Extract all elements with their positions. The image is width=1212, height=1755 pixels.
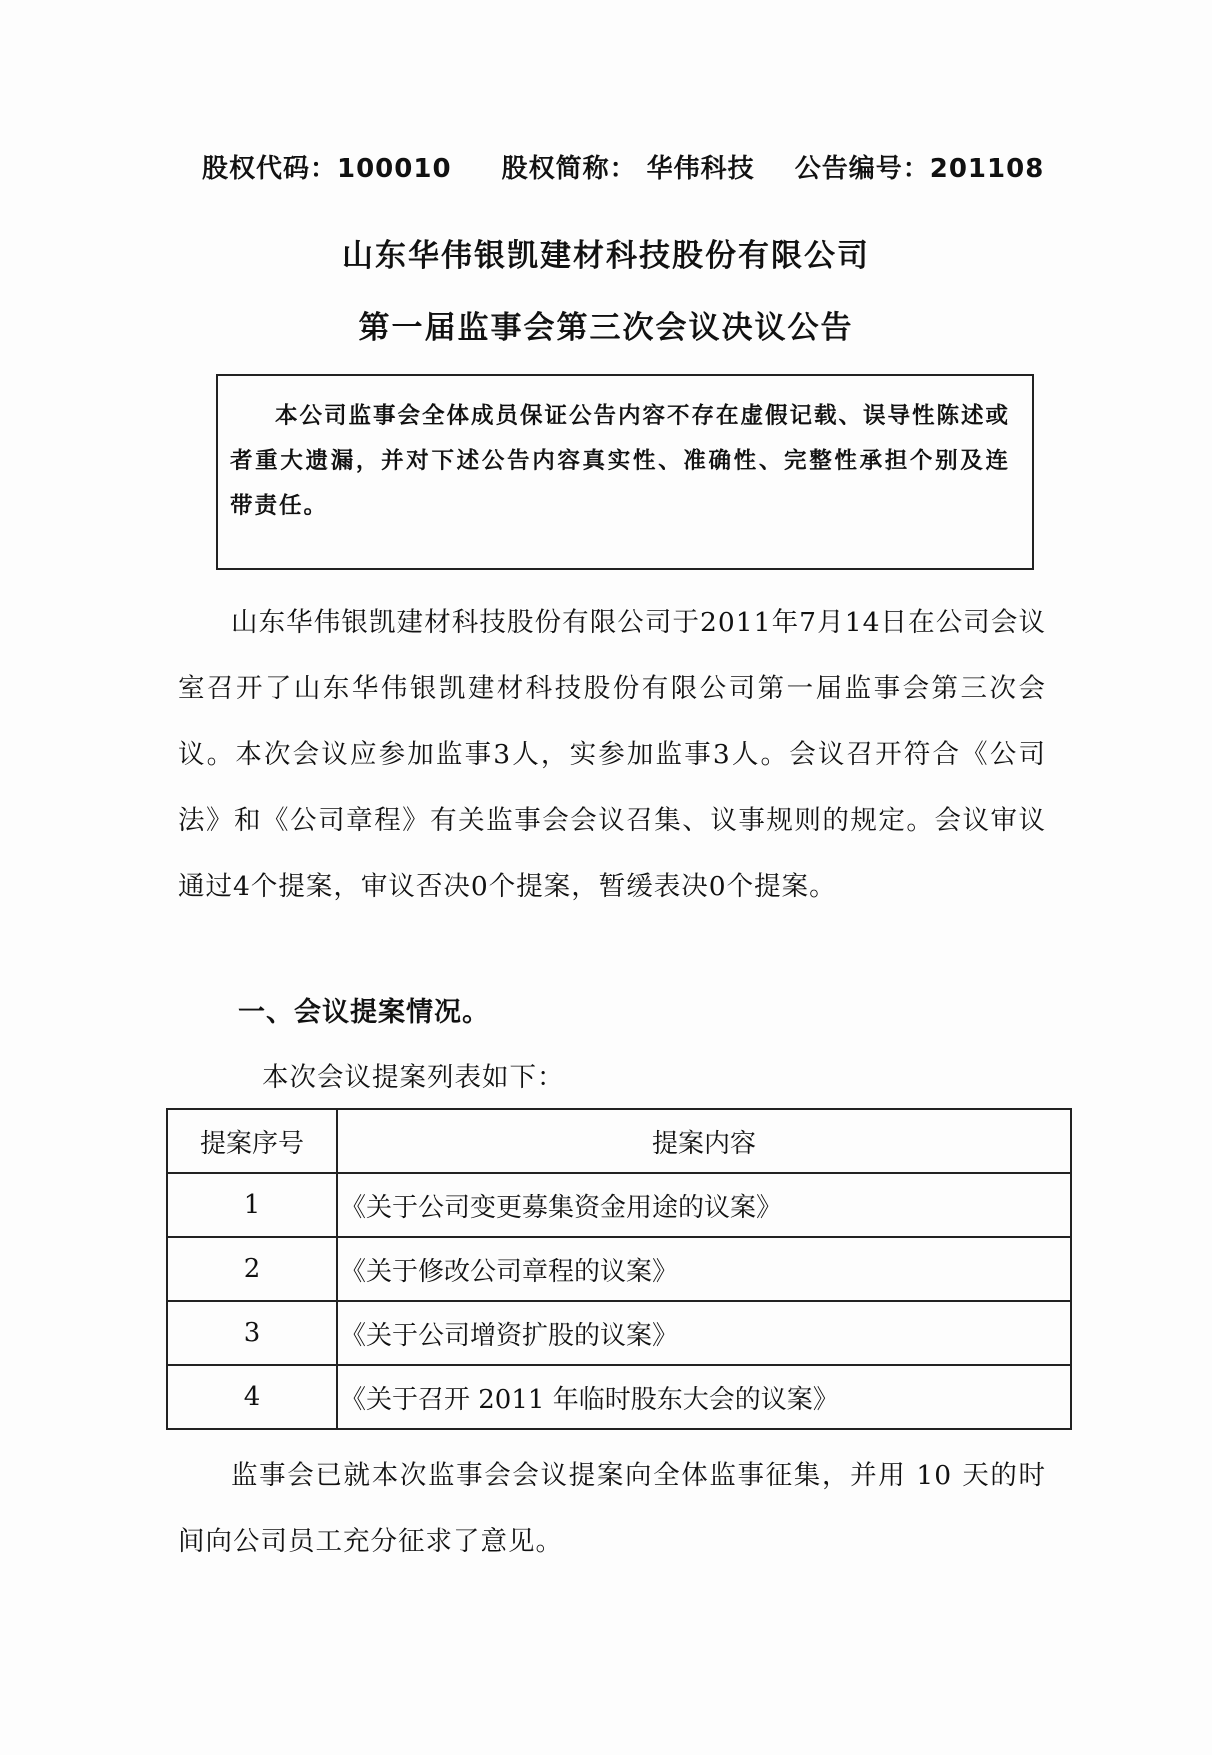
header-proposal-content: 提案内容 bbox=[337, 1109, 1071, 1173]
proposal-number: 1 bbox=[167, 1173, 337, 1237]
proposals-table bbox=[166, 1108, 1072, 1430]
proposal-number: 2 bbox=[167, 1237, 337, 1301]
stock-info-line bbox=[202, 148, 1045, 185]
notice-title: 第一届监事会第三次会议决议公告 bbox=[358, 310, 854, 346]
proposal-content: 《关于修改公司章程的议案》 bbox=[337, 1237, 1071, 1301]
table-row bbox=[167, 1301, 1071, 1365]
proposal-content: 《关于公司增资扩股的议案》 bbox=[337, 1301, 1071, 1365]
stock-code: 股权代码：100010 bbox=[202, 154, 452, 184]
consultation-paragraph: 监事会已就本次监事会会议提案向全体监事征集，并用 10 天的时间向公司员工充分征求了意见。 bbox=[178, 1460, 1046, 1557]
table-intro: 本次会议提案列表如下： bbox=[262, 1062, 565, 1093]
table-row bbox=[167, 1365, 1071, 1429]
notice-number: 公告编号：201108 bbox=[794, 154, 1045, 184]
table-row bbox=[167, 1237, 1071, 1301]
company-title: 山东华伟银凯建材科技股份有限公司 bbox=[342, 238, 870, 274]
stock-abbreviation: 股权简称： 华伟科技 bbox=[501, 154, 755, 184]
proposal-number: 3 bbox=[167, 1301, 337, 1365]
table-row bbox=[167, 1173, 1071, 1237]
section-heading-proposals: 一、会议提案情况。 bbox=[238, 997, 490, 1028]
declaration-text: 本公司监事会全体成员保证公告内容不存在虚假记载、误导性陈述或者重大遗漏，并对下述公告内容真实性、准确性、完整性承担个别及连带责任。 bbox=[230, 403, 1011, 519]
proposal-content: 《关于公司变更募集资金用途的议案》 bbox=[337, 1173, 1071, 1237]
table-header-row bbox=[167, 1109, 1071, 1173]
meeting-paragraph: 山东华伟银凯建材科技股份有限公司于2011年7月14日在公司会议室召开了山东华伟银凯建材科技股份有限公司第一届监事会第三次会议。本次会议应参加监事3人，实参加监事3人。会议召开符合《公司法》和《公司章程》有关监事会会议召集、议事规则的规定。会议审议通过4个提案，审议否决0个提案，暂缓表决0个提案。 bbox=[178, 607, 1046, 902]
declaration-box bbox=[216, 374, 1034, 570]
proposal-number: 4 bbox=[167, 1365, 337, 1429]
header-proposal-number: 提案序号 bbox=[167, 1109, 337, 1173]
proposal-content: 《关于召开 2011 年临时股东大会的议案》 bbox=[337, 1365, 1071, 1429]
